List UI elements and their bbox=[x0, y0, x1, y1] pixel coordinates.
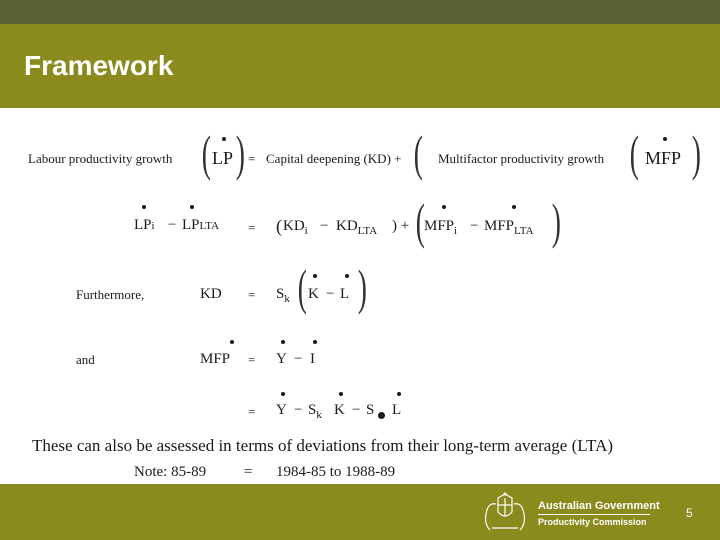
l-symbol: L bbox=[340, 286, 350, 302]
lp-symbol: LP bbox=[212, 148, 234, 168]
lta-sentence: These can also be assessed in terms of deviations from their long-term average (LTA) bbox=[32, 436, 614, 455]
k-symbol: K bbox=[308, 286, 319, 302]
government-logo bbox=[476, 492, 676, 534]
dot-mark bbox=[313, 340, 317, 344]
dot-mark bbox=[281, 392, 285, 396]
l-symbol: L bbox=[392, 402, 402, 418]
paren-open: ( bbox=[629, 125, 639, 181]
dot-mark bbox=[281, 340, 285, 344]
and-label: and bbox=[76, 352, 95, 367]
minus-sign: − bbox=[168, 217, 177, 233]
dot-mark bbox=[313, 274, 317, 278]
dot-mark bbox=[512, 205, 516, 209]
minus-sign: − bbox=[320, 218, 329, 234]
kd-i-symbol: $KD_i$ bbox=[283, 218, 308, 237]
mfp-growth-label: Multifactor productivity growth bbox=[438, 151, 605, 166]
paren-open: ( bbox=[201, 125, 211, 181]
paren-open: ( bbox=[413, 125, 423, 181]
y-symbol: Y bbox=[276, 402, 287, 418]
s-symbol: S bbox=[366, 402, 375, 418]
minus-sign: − bbox=[352, 402, 361, 418]
paren-close: ) bbox=[551, 193, 561, 249]
mfp-lta-symbol: $MFP_{LTA}$ bbox=[484, 218, 534, 237]
capital-deepening-text: Capital deepening (KD) + bbox=[266, 151, 402, 166]
lp-i-symbol: LPi bbox=[134, 217, 155, 233]
minus-sign: − bbox=[294, 351, 303, 367]
note-value: 1984-85 to 1988-89 bbox=[276, 464, 396, 480]
slide-title: Framework bbox=[24, 50, 174, 81]
dot-mark bbox=[222, 137, 226, 141]
note-label: Note: 85-89 bbox=[134, 464, 207, 480]
page-number: 5 bbox=[686, 506, 693, 520]
coat-of-arms-icon bbox=[476, 492, 534, 534]
bullet-dot bbox=[378, 412, 385, 419]
paren-open-text: ( bbox=[276, 216, 282, 236]
kd-lhs: KD bbox=[200, 286, 222, 302]
equals-sign: = bbox=[248, 352, 256, 367]
sk-symbol: $S_k$ bbox=[308, 402, 322, 421]
mfp-symbol: MFP bbox=[645, 148, 682, 168]
dot-mark bbox=[190, 205, 194, 209]
paren-close: ) bbox=[235, 125, 245, 181]
equals-sign: = bbox=[248, 151, 256, 166]
furthermore-label: Furthermore, bbox=[76, 287, 145, 302]
logo-line-1: Australian Government bbox=[538, 500, 660, 512]
dot-mark bbox=[442, 205, 446, 209]
mfp-lhs: MFP bbox=[200, 351, 231, 367]
dot-mark bbox=[142, 205, 146, 209]
close-plus-text: ) + bbox=[392, 218, 410, 234]
minus-sign: − bbox=[470, 218, 479, 234]
kd-lta-symbol: $KD_{LTA}$ bbox=[336, 218, 378, 237]
logo-line-2: Productivity Commission bbox=[538, 517, 647, 527]
equals-sign: = bbox=[244, 464, 253, 480]
equals-sign: = bbox=[248, 287, 256, 302]
logo-divider bbox=[538, 514, 650, 515]
i-symbol: I bbox=[310, 351, 315, 367]
dot-mark bbox=[663, 137, 667, 141]
equals-sign: = bbox=[248, 220, 256, 235]
minus-sign: − bbox=[326, 286, 335, 302]
k-symbol: K bbox=[334, 402, 345, 418]
paren-open: ( bbox=[415, 193, 425, 249]
labour-productivity-label: Labour productivity growth bbox=[28, 151, 173, 166]
dot-mark bbox=[397, 392, 401, 396]
lp-lta-symbol: LPLTA bbox=[182, 217, 220, 233]
dot-mark bbox=[339, 392, 343, 396]
paren-close: ) bbox=[691, 125, 701, 181]
mfp-i-symbol: $MFP_i$ bbox=[424, 218, 458, 237]
sk-symbol: $S_k$ bbox=[276, 286, 290, 305]
top-strip bbox=[0, 0, 720, 24]
equals-sign: = bbox=[248, 404, 256, 419]
y-symbol: Y bbox=[276, 351, 287, 367]
paren-open: ( bbox=[297, 259, 307, 315]
paren-close: ) bbox=[357, 259, 367, 315]
dot-mark bbox=[345, 274, 349, 278]
dot-mark bbox=[230, 340, 234, 344]
minus-sign: − bbox=[294, 402, 303, 418]
